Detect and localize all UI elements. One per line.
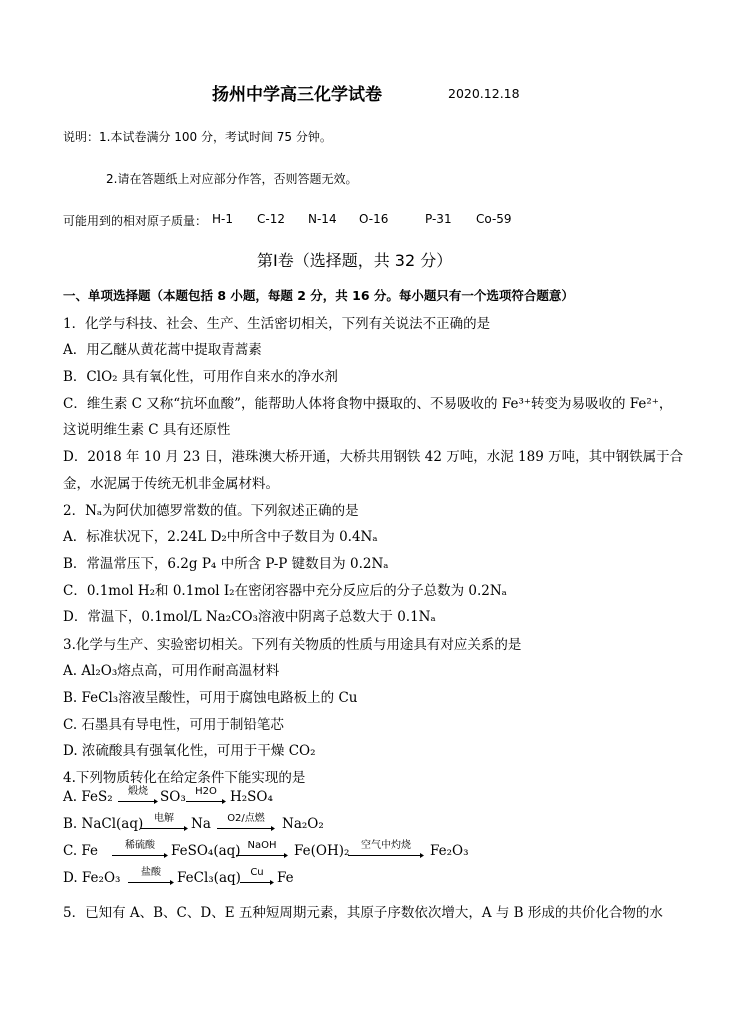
q1-option-d-line1: D．2018 年 10 月 23 日，港珠澳大桥开通，大桥共用钢铁 42 万吨，水泥 189 万吨，其中钢铁属于合 — [63, 449, 684, 465]
reaction-arrow-icon — [236, 853, 288, 858]
q4c-condition-2: NaOH — [247, 840, 277, 851]
q4a-product-1: SO₃ — [160, 789, 186, 805]
q4d-product-1: FeCl₃(aq) — [177, 870, 241, 886]
q4a-reactant: A. FeS₂ — [63, 789, 113, 805]
q1-option-a: A．用乙醚从黄花蒿中提取青蒿素 — [63, 342, 262, 358]
q2-option-d: D．常温下，0.1mol/L Na₂CO₃溶液中阴离子总数大于 0.1Nₐ — [63, 609, 436, 625]
q4c-reactant: C. Fe — [63, 843, 99, 859]
q3-stem: 3.化学与生产、实验密切相关。下列有关物质的性质与用途具有对应关系的是 — [63, 637, 522, 653]
exam-date: 2020.12.18 — [448, 86, 520, 101]
mass-p: P-31 — [425, 212, 452, 226]
q4b-condition-2: O2/点燃 — [227, 813, 265, 824]
q3-option-d: D. 浓硫酸具有强氧化性，可用于干燥 CO₂ — [63, 743, 316, 759]
q4-option-b — [0, 813, 737, 838]
reaction-arrow-icon — [128, 880, 174, 885]
q4a-arrow-1 — [118, 786, 158, 807]
q4a-condition-1: 煅烧 — [128, 786, 148, 797]
mass-o: O-16 — [359, 212, 389, 226]
q4a-condition-2: H2O — [195, 786, 217, 797]
masses-label: 可能用到的相对原子质量： — [63, 214, 208, 228]
q4c-product-3: Fe₂O₃ — [430, 843, 469, 859]
q4b-arrow-1 — [140, 813, 188, 834]
q4b-arrow-2 — [217, 813, 275, 834]
q4-option-d — [0, 867, 737, 892]
q4a-arrow-2 — [186, 786, 226, 807]
q4c-condition-3: 空气中灼烧 — [361, 840, 411, 851]
mass-n: N-14 — [308, 212, 337, 226]
reaction-arrow-icon — [217, 826, 275, 831]
section-heading: 一、单项选择题（本题包括 8 小题，每题 2 分，共 16 分。每小题只有一个选项符合题意） — [63, 288, 574, 303]
mass-c: C-12 — [257, 212, 285, 226]
q4d-condition-1: 盐酸 — [141, 867, 161, 878]
mass-h: H-1 — [212, 212, 233, 226]
reaction-arrow-icon — [140, 826, 188, 831]
q4c-condition-1: 稀硫酸 — [125, 840, 155, 851]
q5-stem: 5．已知有 A、B、C、D、E 五种短周期元素，其原子序数依次增大，A 与 B 形成的共价化合物的水 — [63, 905, 663, 921]
note-line-2: 2.请在答题纸上对应部分作答，否则答题无效。 — [106, 172, 358, 186]
q4d-arrow-2 — [240, 867, 274, 888]
part-title: 第Ⅰ卷（选择题，共 32 分） — [257, 251, 453, 270]
q4d-product-2: Fe — [277, 870, 294, 886]
q4c-product-1: FeSO₄(aq) — [171, 843, 241, 859]
q1-stem: 1．化学与科技、社会、生产、生活密切相关，下列有关说法不正确的是 — [63, 316, 491, 332]
q4-stem: 4.下列物质转化在给定条件下能实现的是 — [63, 770, 306, 786]
q4c-arrow-2 — [236, 840, 288, 861]
q3-option-a: A. Al₂O₃熔点高，可用作耐高温材料 — [63, 663, 280, 679]
q3-option-b: B. FeCl₃溶液呈酸性，可用于腐蚀电路板上的 Cu — [63, 690, 358, 706]
q4-option-a — [0, 786, 737, 811]
q1-option-c-line2: 这说明维生素 C 具有还原性 — [63, 422, 231, 438]
reaction-arrow-icon — [240, 880, 274, 885]
q4b-reactant: B. NaCl(aq) — [63, 816, 144, 832]
reaction-arrow-icon — [112, 853, 168, 858]
reaction-arrow-icon — [118, 799, 158, 804]
page-title: 扬州中学高三化学试卷 — [212, 85, 382, 105]
q4d-condition-2: Cu — [250, 867, 264, 878]
mass-co: Co-59 — [476, 212, 512, 226]
q1-option-d-line2: 金，水泥属于传统无机非金属材料。 — [63, 476, 279, 492]
q4b-product-1: Na — [191, 816, 211, 832]
q1-option-c-line1: C．维生素 C 又称“抗坏血酸”，能帮助人体将食物中摄取的、不易吸收的 Fe³⁺转变为易吸收的 Fe²⁺， — [63, 396, 673, 412]
q1-option-b: B．ClO₂ 具有氧化性，可用作自来水的净水剂 — [63, 369, 338, 385]
q4b-condition-1: 电解 — [154, 813, 174, 824]
q2-option-b: B．常温常压下，6.2g P₄ 中所含 P-P 键数目为 0.2Nₐ — [63, 556, 389, 572]
q4c-arrow-1 — [112, 840, 168, 861]
q2-stem: 2．Nₐ为阿伏加德罗常数的值。下列叙述正确的是 — [63, 503, 359, 519]
q3-option-c: C. 石墨具有导电性，可用于制铅笔芯 — [63, 717, 284, 733]
q4c-product-2: Fe(OH)₂ — [294, 843, 350, 859]
q4c-arrow-3 — [348, 840, 424, 861]
reaction-arrow-icon — [348, 853, 424, 858]
q4d-arrow-1 — [128, 867, 174, 888]
q4a-product-2: H₂SO₄ — [230, 789, 273, 805]
q4d-reactant: D. Fe₂O₃ — [63, 870, 121, 886]
q4-option-c — [0, 840, 737, 865]
note-line-1: 说明：1.本试卷满分 100 分，考试时间 75 分钟。 — [63, 130, 332, 144]
q2-option-c: C．0.1mol H₂和 0.1mol I₂在密闭容器中充分反应后的分子总数为 0.2Nₐ — [63, 583, 507, 599]
reaction-arrow-icon — [186, 799, 226, 804]
q4b-product-2: Na₂O₂ — [282, 816, 324, 832]
q2-option-a: A．标准状况下，2.24L D₂中所含中子数目为 0.4Nₐ — [63, 529, 378, 545]
